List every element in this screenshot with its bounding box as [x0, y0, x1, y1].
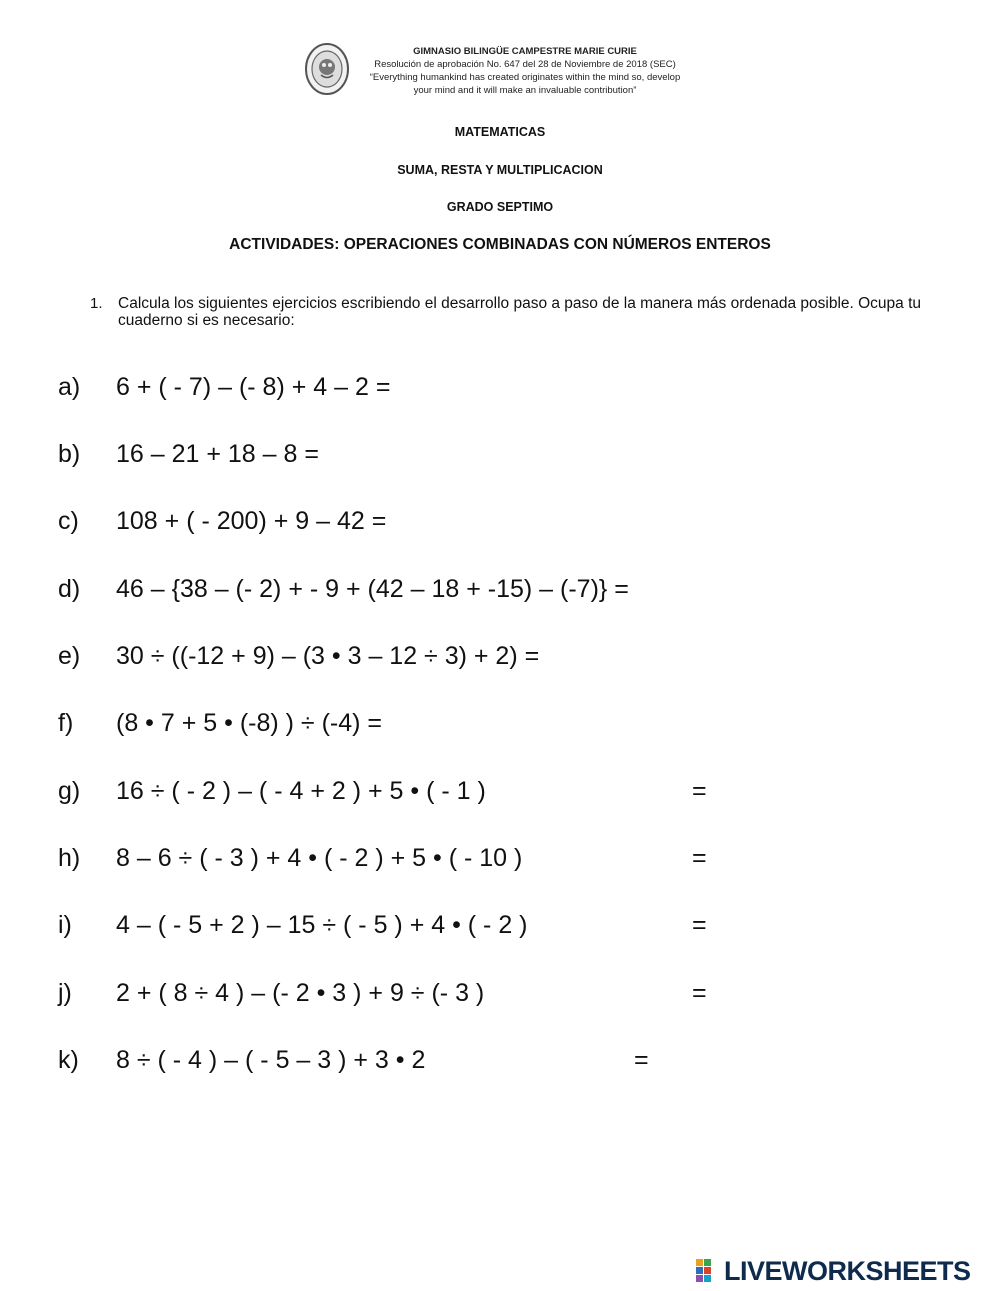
resolution-text: Resolución de aprobación No. 647 del 28 de Noviembre de 2018 (SEC)	[374, 59, 676, 70]
school-name: GIMNASIO BILINGÜE CAMPESTRE MARIE CURIE	[413, 46, 637, 57]
exercise-expression: 2 + ( 8 ÷ 4 ) – (- 2 • 3 ) + 9 ÷ (- 3 )	[116, 979, 485, 1007]
exercise-equals: =	[634, 1046, 649, 1074]
liveworksheets-blocks-icon	[696, 1259, 720, 1283]
exercise-label: d)	[58, 575, 81, 603]
exercise-label: c)	[58, 507, 79, 535]
exercise-label: g)	[58, 777, 81, 805]
exercise-expression: (8 • 7 + 5 • (-8) ) ÷ (-4) =	[116, 709, 383, 737]
exercise-label: b)	[58, 440, 81, 468]
exercise-expression: 16 ÷ ( - 2 ) – ( - 4 + 2 ) + 5 • ( - 1 )	[116, 777, 486, 805]
exercise-expression: 30 ÷ ((-12 + 9) – (3 • 3 – 12 ÷ 3) + 2) =	[116, 642, 540, 670]
activity-title: ACTIVIDADES: OPERACIONES COMBINADAS CON NÚMEROS ENTEROS	[229, 236, 771, 253]
exercise-expression: 4 – ( - 5 + 2 ) – 15 ÷ ( - 5 ) + 4 • ( - 2 )	[116, 911, 528, 939]
exercise-expression: 6 + ( - 7) – (- 8) + 4 – 2 =	[116, 373, 391, 401]
exercise-equals: =	[692, 777, 707, 805]
exercise-expression: 46 – {38 – (- 2) + - 9 + (42 – 18 + -15) – (-7)} =	[116, 575, 629, 603]
exercise-equals: =	[692, 979, 707, 1007]
exercise-label: f)	[58, 709, 74, 737]
subject-title: MATEMATICAS	[454, 125, 546, 139]
exercise-label: e)	[58, 642, 81, 670]
exercise-expression: 8 ÷ ( - 4 ) – ( - 5 – 3 ) + 3 • 2	[116, 1046, 426, 1074]
topic-title: SUMA, RESTA Y MULTIPLICACION	[397, 163, 603, 177]
exercise-equals: =	[692, 844, 707, 872]
exercise-expression: 108 + ( - 200) + 9 – 42 =	[116, 507, 387, 535]
motto-line-2: your mind and it will make an invaluable contribution”	[413, 85, 637, 96]
school-seal-logo	[304, 42, 350, 96]
exercise-label: i)	[58, 911, 72, 939]
exercise-equals: =	[692, 911, 707, 939]
exercise-label: a)	[58, 373, 81, 401]
instruction-text: Calcula los siguientes ejercicios escribiendo el desarrollo paso a paso de la manera más ordenada posible. Ocupa tu cuaderno si es necesario:	[118, 295, 922, 329]
exercise-label: j)	[58, 979, 72, 1007]
motto-line-1: “Everything humankind has created originates within the mind so, develop	[369, 72, 681, 83]
exercise-expression: 8 – 6 ÷ ( - 3 ) + 4 • ( - 2 ) + 5 • ( - 10 )	[116, 844, 523, 872]
instruction-number: 1.	[90, 295, 103, 312]
exercise-label: k)	[58, 1046, 79, 1074]
liveworksheets-wordmark: LIVEWORKSHEETS	[724, 1256, 971, 1286]
exercise-label: h)	[58, 844, 81, 872]
grade-title: GRADO SEPTIMO	[446, 200, 554, 214]
exercise-expression: 16 – 21 + 18 – 8 =	[116, 440, 319, 468]
